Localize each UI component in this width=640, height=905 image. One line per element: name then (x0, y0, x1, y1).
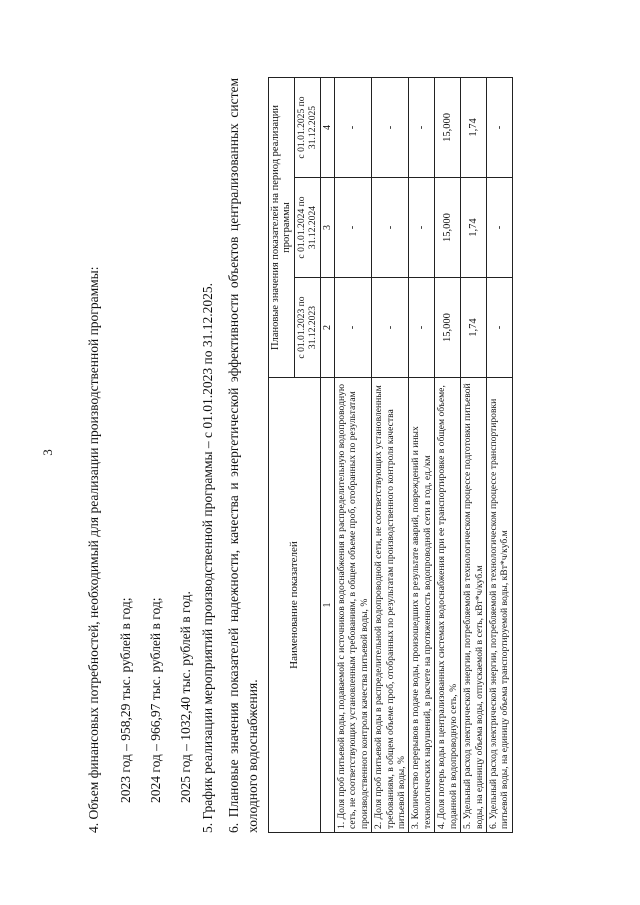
table-row (372, 77, 409, 832)
header-indicator-name: Наименование показателей (269, 378, 321, 833)
indicator-name: 5. Удельный расход электрической энергии, потребляемой в технологическом процессе подготовки питьевой воды, на единицу объема воды, отпускаемой в сеть, кВт*ч/куб.м (461, 378, 487, 833)
indicator-value: - (409, 178, 435, 278)
indicator-name: 3. Количество перерывов в подаче воды, произошедших в результате аварий, повреждений и иных технологических нарушений, в расчете на протяженность водопроводной сети в год, ед./км (409, 378, 435, 833)
indicator-value: - (335, 178, 372, 278)
indicator-value: - (372, 178, 409, 278)
finance-year-2023: 2023 год – 958,29 тыс. рублей в год; (118, 597, 133, 803)
indicator-value: - (372, 278, 409, 378)
finance-year-2025: 2025 год – 1032,40 тыс. рублей в год. (178, 591, 193, 803)
page-number: 3 (40, 449, 55, 456)
header-plan-values: Плановые значения показателей на период реализации программы (269, 77, 295, 377)
table-row (486, 77, 512, 832)
table-header-row (269, 77, 295, 832)
section-4-heading: 4. Объем финансовых потребностей, необходимый для реализации производственной программы: (86, 266, 101, 833)
table-row (335, 77, 372, 832)
indicator-value: - (409, 77, 435, 177)
finance-year-2024: 2024 год – 966,97 тыс. рублей в год; (148, 597, 163, 803)
section-6-heading: 6. Плановые значения показателей надежности, качества и энергетической эффективности объектов централизованных систем холодного водоснабжения. (226, 78, 260, 833)
table-column-numbers (320, 77, 334, 832)
indicator-value: 15,000 (435, 278, 461, 378)
indicator-value: - (372, 77, 409, 177)
indicator-value: - (335, 77, 372, 177)
indicator-value: 15,000 (435, 178, 461, 278)
indicator-value: 15,000 (435, 77, 461, 177)
table-row (461, 77, 487, 832)
column-number: 2 (320, 278, 334, 378)
table-row (409, 77, 435, 832)
indicator-name: 6. Удельный расход электрической энергии, потребляемой в технологическом процессе транспортировки питьевой воды, на единицу объема транспортируемой воды, кВт*ч/куб.м (486, 378, 512, 833)
indicator-value: - (486, 178, 512, 278)
section-5-schedule: 5. График реализации мероприятий производственной программы – с 01.01.2023 по 31.12.2025. (200, 282, 215, 833)
indicator-value: - (409, 278, 435, 378)
indicator-value: - (486, 278, 512, 378)
header-period-2025: с 01.01.2025 по 31.12.2025 (294, 77, 320, 177)
indicator-value: 1,74 (461, 178, 487, 278)
indicator-value: - (486, 77, 512, 177)
indicator-name: 4. Доля потерь воды в централизованных системах водоснабжения при ее транспортировке в общем объеме, поданной в водопроводную сеть, % (435, 378, 461, 833)
indicator-name: 1. Доля проб питьевой воды, подаваемой с источников водоснабжения в распределительную водопроводную сеть, не соответствующих установленным требованиям, в общем объеме проб, отобранных по результатам производственного контроля качества питьевой воды, % (335, 378, 372, 833)
column-number: 3 (320, 178, 334, 278)
indicators-table (268, 77, 513, 833)
header-period-2024: с 01.01.2024 по 31.12.2024 (294, 178, 320, 278)
column-number: 4 (320, 77, 334, 177)
header-period-2023: с 01.01.2023 по 31.12.2023 (294, 278, 320, 378)
indicator-value: 1,74 (461, 77, 487, 177)
indicator-value: - (335, 278, 372, 378)
table-row (435, 77, 461, 832)
indicator-name: 2. Доля проб питьевой воды в распределительной водопроводной сети, не соответствующих установленным требованиям, в общем объеме проб, отобранных по результатам производственного контроля качества питьевой воды, % (372, 378, 409, 833)
indicator-value: 1,74 (461, 278, 487, 378)
column-number: 1 (320, 378, 334, 833)
